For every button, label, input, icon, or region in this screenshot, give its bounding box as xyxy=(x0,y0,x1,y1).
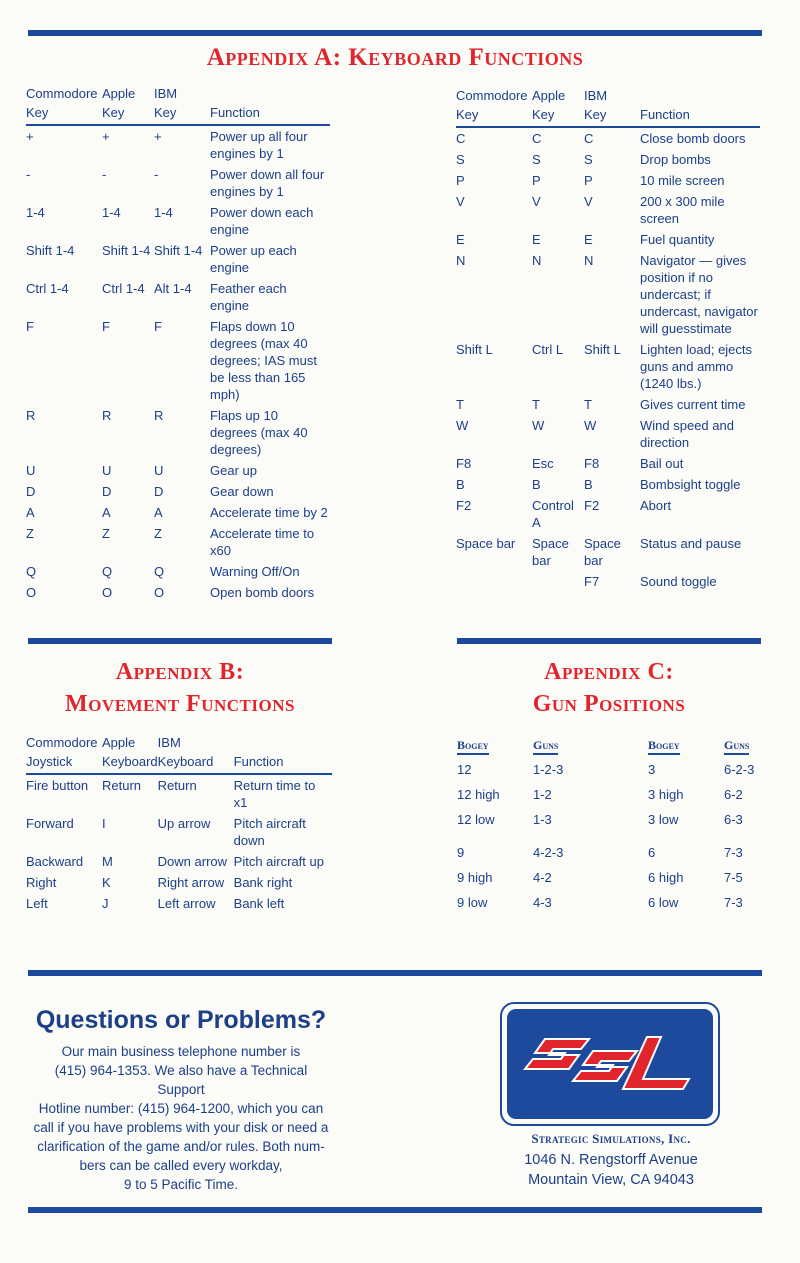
keyboard-row xyxy=(26,523,330,561)
function-text: Abort xyxy=(640,498,672,513)
ibm-key: - xyxy=(154,167,159,182)
header-commodore: Commodore xyxy=(456,88,528,103)
function-text: Close bomb doors xyxy=(640,131,746,146)
commodore-key: F xyxy=(26,319,34,334)
ibm-key: Return xyxy=(157,778,197,793)
bogey-position: 12 xyxy=(457,762,472,777)
commodore-key: B xyxy=(456,477,465,492)
keyboard-row xyxy=(26,561,330,582)
apple-key: B xyxy=(532,477,541,492)
questions-line: Our main business telephone number is xyxy=(61,1044,301,1059)
header-key: Key xyxy=(26,103,102,125)
function-text: Flaps up 10 degrees (max 40 degrees) xyxy=(210,408,308,457)
header-joystick: Joystick xyxy=(26,752,102,774)
keyboard-rows-left xyxy=(26,125,330,603)
group-spacer xyxy=(457,832,757,840)
keyboard-row xyxy=(456,170,760,191)
header-ibm: IBM xyxy=(154,86,178,101)
function-text: Power up each engine xyxy=(210,243,297,275)
apple-key xyxy=(532,571,584,592)
keyboard-row xyxy=(456,250,760,339)
apple-key: A xyxy=(102,505,111,520)
ibm-key: Alt 1-4 xyxy=(154,281,192,296)
keyboard-row xyxy=(26,582,330,603)
commodore-key: N xyxy=(456,253,466,268)
function-text: Status and pause xyxy=(640,536,742,551)
apple-key: O xyxy=(102,585,113,600)
ibm-key: A xyxy=(154,505,163,520)
ssi-logo xyxy=(500,1002,720,1126)
header-blank xyxy=(234,733,332,752)
header-function: Function xyxy=(640,105,760,127)
function-text: Warning Off/On xyxy=(210,564,300,579)
keyboard-row xyxy=(26,125,330,164)
commodore-key xyxy=(456,571,532,592)
apple-key: Esc xyxy=(532,456,554,471)
movement-table xyxy=(26,733,332,914)
keyboard-row xyxy=(26,202,330,240)
address-line-2: Mountain View, CA 94043 xyxy=(528,1172,694,1188)
function-text: Power down all four engines by 1 xyxy=(210,167,325,199)
bogey-position: 9 high xyxy=(457,870,493,885)
ibm-key: Z xyxy=(154,526,162,541)
middle-rule xyxy=(28,970,762,976)
gun-numbers: 1-3 xyxy=(533,812,552,827)
keyboard-row xyxy=(456,474,760,495)
ibm-key: Q xyxy=(154,564,165,579)
apple-key: + xyxy=(102,129,110,144)
function-text: Return time to x1 xyxy=(233,778,316,810)
gun-rows xyxy=(457,757,757,915)
movement-row xyxy=(26,774,332,813)
apple-key: Return xyxy=(102,778,142,793)
commodore-key: Z xyxy=(26,526,34,541)
ibm-key: V xyxy=(584,194,593,209)
keyboard-row xyxy=(456,149,760,170)
keyboard-row xyxy=(456,415,760,453)
address-line-1: 1046 N. Rengstorff Avenue xyxy=(524,1152,698,1168)
header-function: Function xyxy=(234,752,332,774)
ibm-key: R xyxy=(154,408,164,423)
commodore-key: E xyxy=(456,232,465,247)
keyboard-row xyxy=(456,453,760,474)
appendix-a-title: Appendix A: Keyboard Functions xyxy=(206,44,584,71)
apple-key: Ctrl L xyxy=(532,342,564,357)
header-guns: Guns xyxy=(724,736,757,757)
apple-key: I xyxy=(102,816,106,831)
commodore-key: A xyxy=(26,505,35,520)
keyboard-row xyxy=(456,127,760,149)
commodore-key: U xyxy=(26,463,36,478)
movement-row xyxy=(26,872,332,893)
company-name: Strategic Simulations, Inc. xyxy=(531,1131,691,1146)
function-text: Pitch aircraft up xyxy=(233,854,324,869)
header-apple: Apple xyxy=(102,86,136,101)
questions-line: Hotline number: (415) 964-1200, which you can xyxy=(38,1101,324,1116)
gun-row xyxy=(457,865,757,890)
appendix-c-rule xyxy=(457,638,761,644)
commodore-key: - xyxy=(26,167,31,182)
apple-key: Ctrl 1-4 xyxy=(102,281,145,296)
ibm-key: F8 xyxy=(584,456,600,471)
function-text: 10 mile screen xyxy=(640,173,725,188)
bogey-position: 6 low xyxy=(648,895,679,910)
movement-row xyxy=(26,893,332,914)
function-text: Sound toggle xyxy=(640,574,717,589)
keyboard-table-left xyxy=(26,84,330,603)
function-text: Fuel quantity xyxy=(640,232,715,247)
ibm-key: U xyxy=(154,463,164,478)
questions-body xyxy=(30,1042,332,1194)
movement-rows xyxy=(26,774,332,914)
gun-numbers: 6-2-3 xyxy=(724,762,755,777)
apple-key: D xyxy=(102,484,112,499)
questions-line: (415) 964-1353. We also have a Technical Support xyxy=(54,1063,308,1097)
function-text: Bank left xyxy=(233,896,285,911)
bogey-position: 3 high xyxy=(648,787,684,802)
ibm-key: Up arrow xyxy=(157,816,211,831)
header-key: Key xyxy=(154,103,210,125)
apple-key: P xyxy=(532,173,541,188)
function-text: Power down each engine xyxy=(210,205,314,237)
commodore-key: P xyxy=(456,173,465,188)
ibm-key: F7 xyxy=(584,574,600,589)
ibm-key: O xyxy=(154,585,165,600)
keyboard-row xyxy=(26,502,330,523)
gun-row xyxy=(457,807,757,832)
commodore-key: Q xyxy=(26,564,37,579)
commodore-key: F2 xyxy=(456,498,472,513)
keyboard-row xyxy=(456,191,760,229)
header-key: Key xyxy=(584,105,640,127)
joystick-input: Right xyxy=(26,875,57,890)
company-address xyxy=(480,1150,742,1190)
function-text: Open bomb doors xyxy=(210,585,315,600)
keyboard-table-right xyxy=(456,86,760,592)
function-text: Feather each engine xyxy=(210,281,287,313)
questions-line: call if you have problems with your disk or need a xyxy=(33,1120,329,1135)
function-text: Accelerate time by 2 xyxy=(210,505,328,520)
header-apple: Apple xyxy=(102,735,136,750)
commodore-key: V xyxy=(456,194,465,209)
bogey-position: 3 xyxy=(648,762,656,777)
commodore-key: 1-4 xyxy=(26,205,45,220)
header-ibm: IBM xyxy=(157,735,181,750)
joystick-input: Fire button xyxy=(26,778,89,793)
function-text: Gives current time xyxy=(640,397,746,412)
apple-key: Z xyxy=(102,526,110,541)
function-text: Accelerate time to x60 xyxy=(210,526,315,558)
ibm-key: C xyxy=(584,131,594,146)
joystick-input: Left xyxy=(26,896,48,911)
gun-numbers: 6-3 xyxy=(724,812,743,827)
apple-key: R xyxy=(102,408,112,423)
gun-numbers: 7-3 xyxy=(724,895,743,910)
function-text: Gear down xyxy=(210,484,274,499)
apple-key: S xyxy=(532,152,541,167)
header-key: Key xyxy=(102,103,154,125)
function-text: Pitch aircraft down xyxy=(233,816,306,848)
apple-key: 1-4 xyxy=(102,205,121,220)
ibm-key: N xyxy=(584,253,594,268)
logo-text: SSI xyxy=(609,1113,611,1114)
function-text: Power up all four engines by 1 xyxy=(210,129,308,161)
ibm-key: Space bar xyxy=(584,536,621,568)
keyboard-row xyxy=(456,229,760,250)
gun-row xyxy=(457,782,757,807)
gun-row xyxy=(457,757,757,782)
gun-numbers: 6-2 xyxy=(724,787,743,802)
keyboard-row xyxy=(26,240,330,278)
commodore-key: W xyxy=(456,418,469,433)
questions-line: bers can be called every workday, xyxy=(79,1158,283,1173)
apple-key: Control A xyxy=(532,498,574,530)
keyboard-row xyxy=(456,533,760,571)
apple-key: F xyxy=(102,319,110,334)
function-text: Bank right xyxy=(233,875,293,890)
bogey-position: 9 low xyxy=(457,895,488,910)
commodore-key: R xyxy=(26,408,36,423)
keyboard-row xyxy=(456,339,760,394)
bottom-rule xyxy=(28,1207,762,1213)
keyboard-row xyxy=(26,316,330,405)
apple-key: Q xyxy=(102,564,113,579)
gun-numbers: 4-2 xyxy=(533,870,552,885)
joystick-input: Forward xyxy=(26,816,74,831)
gun-numbers: 4-2-3 xyxy=(533,845,564,860)
apple-key: J xyxy=(102,896,109,911)
function-text: Wind speed and direction xyxy=(640,418,734,450)
ibm-key: 1-4 xyxy=(154,205,173,220)
commodore-key: S xyxy=(456,152,465,167)
commodore-key: Shift L xyxy=(456,342,493,357)
header-keyboard: Keyboard xyxy=(158,752,234,774)
gun-numbers: 1-2 xyxy=(533,787,552,802)
function-text: Gear up xyxy=(210,463,257,478)
bogey-position: 9 xyxy=(457,845,465,860)
apple-key: E xyxy=(532,232,541,247)
ibm-key: S xyxy=(584,152,593,167)
apple-key: V xyxy=(532,194,541,209)
ibm-key: F2 xyxy=(584,498,600,513)
top-rule xyxy=(28,30,762,36)
commodore-key: + xyxy=(26,129,34,144)
keyboard-row xyxy=(26,164,330,202)
bogey-position: 6 xyxy=(648,845,656,860)
ibm-key: Shift 1-4 xyxy=(154,243,203,258)
apple-key: K xyxy=(102,875,111,890)
commodore-key: C xyxy=(456,131,466,146)
logo-s1 xyxy=(525,1039,589,1069)
keyboard-row xyxy=(26,481,330,502)
gun-row xyxy=(457,890,757,915)
apple-key: C xyxy=(532,131,542,146)
header-function: Function xyxy=(210,103,330,125)
appendix-c-title: Appendix C: Gun Positions xyxy=(532,659,686,717)
keyboard-row xyxy=(456,571,760,592)
ibm-key: Shift L xyxy=(584,342,621,357)
header-bogey: Bogey xyxy=(648,736,724,757)
commodore-key: Shift 1-4 xyxy=(26,243,75,258)
commodore-key: T xyxy=(456,397,464,412)
gun-numbers: 7-5 xyxy=(724,870,743,885)
ibm-key: E xyxy=(584,232,593,247)
header-apple: Apple xyxy=(532,88,566,103)
keyboard-row xyxy=(26,405,330,460)
keyboard-row xyxy=(26,278,330,316)
appendix-b-rule xyxy=(28,638,332,644)
commodore-key: F8 xyxy=(456,456,472,471)
bogey-position: 12 high xyxy=(457,787,500,802)
function-text: Flaps down 10 degrees (max 40 degrees; IAS must be less than 165 mph) xyxy=(210,319,317,402)
gun-row xyxy=(457,840,757,865)
apple-key: U xyxy=(102,463,112,478)
questions-line: 9 to 5 Pacific Time. xyxy=(123,1177,239,1192)
ibm-key: B xyxy=(584,477,593,492)
movement-row xyxy=(26,813,332,851)
apple-key: W xyxy=(532,418,545,433)
function-text: Bail out xyxy=(640,456,684,471)
function-text: Lighten load; ejects guns and ammo (1240 lbs.) xyxy=(640,342,753,391)
logo-s2 xyxy=(573,1051,637,1081)
commodore-key: Space bar xyxy=(456,536,516,551)
ibm-key: D xyxy=(154,484,164,499)
joystick-input: Backward xyxy=(26,854,84,869)
function-text: Navigator — gives position if no undercast; if undercast, navigator will guesstimate xyxy=(640,253,758,336)
apple-key: Shift 1-4 xyxy=(102,243,151,258)
ibm-key: F xyxy=(154,319,162,334)
ibm-key: P xyxy=(584,173,593,188)
commodore-key: D xyxy=(26,484,36,499)
header-bogey: Bogey xyxy=(457,736,533,757)
keyboard-row xyxy=(26,460,330,481)
header-blank xyxy=(640,86,760,105)
ibm-key: Right arrow xyxy=(157,875,225,890)
gun-numbers: 4-3 xyxy=(533,895,552,910)
appendix-b-title: Appendix B: Movement Functions xyxy=(65,659,295,717)
keyboard-row xyxy=(456,495,760,533)
ibm-key: Down arrow xyxy=(157,854,228,869)
commodore-key: O xyxy=(26,585,37,600)
questions-title: Questions or Problems? xyxy=(35,1006,327,1034)
gun-positions-table xyxy=(457,736,757,915)
header-commodore: Commodore xyxy=(26,86,98,101)
bogey-position: 12 low xyxy=(457,812,495,827)
header-keyboard: Keyboard xyxy=(102,752,158,774)
header-key: Key xyxy=(456,105,532,127)
movement-row xyxy=(26,851,332,872)
header-commodore: Commodore xyxy=(26,735,98,750)
function-text: Bombsight toggle xyxy=(640,477,741,492)
gun-numbers: 7-3 xyxy=(724,845,743,860)
commodore-key: Ctrl 1-4 xyxy=(26,281,69,296)
ssi-logo-graphic xyxy=(507,1009,713,1119)
group-spacer-cell xyxy=(457,832,757,840)
header-blank xyxy=(210,84,330,103)
apple-key: M xyxy=(102,854,113,869)
apple-key: - xyxy=(102,167,107,182)
header-key: Key xyxy=(532,105,584,127)
header-guns: Guns xyxy=(533,736,648,757)
header-ibm: IBM xyxy=(584,88,608,103)
keyboard-rows-right xyxy=(456,127,760,592)
ibm-key: Left arrow xyxy=(157,896,216,911)
ibm-key: + xyxy=(154,129,162,144)
function-text: Drop bombs xyxy=(640,152,711,167)
gun-numbers: 1-2-3 xyxy=(533,762,564,777)
apple-key: N xyxy=(532,253,542,268)
questions-line: clarification of the game and/or rules. Both num- xyxy=(37,1139,325,1154)
bogey-position: 3 low xyxy=(648,812,679,827)
logo-i xyxy=(623,1037,689,1089)
ibm-key: W xyxy=(584,418,597,433)
keyboard-row xyxy=(456,394,760,415)
function-text: 200 x 300 mile screen xyxy=(640,194,725,226)
ibm-key: T xyxy=(584,397,592,412)
bogey-position: 6 high xyxy=(648,870,684,885)
apple-key: Space bar xyxy=(532,536,569,568)
apple-key: T xyxy=(532,397,540,412)
